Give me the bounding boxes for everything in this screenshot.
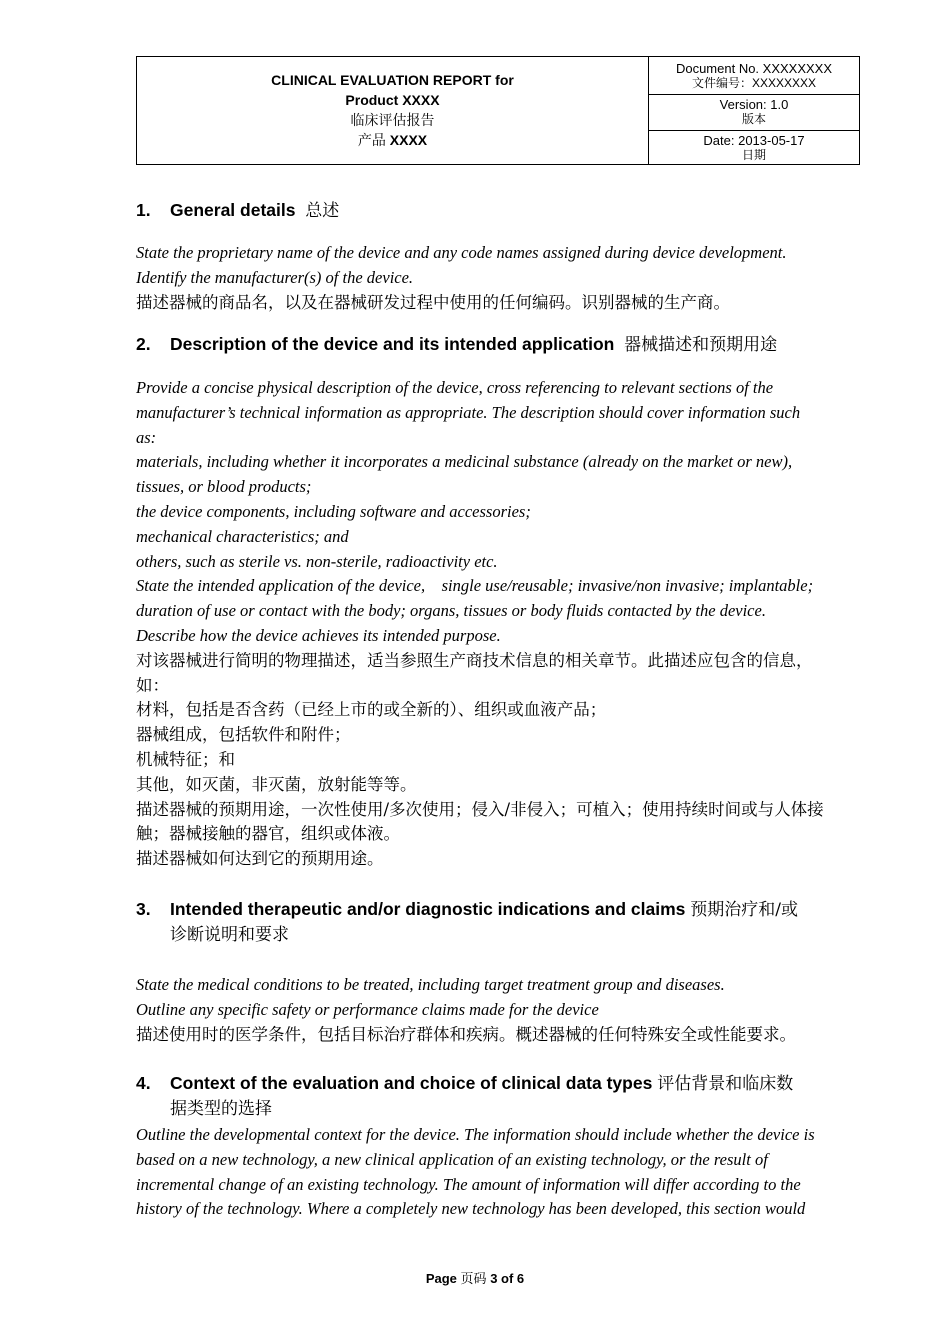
section-2-body xyxy=(136,376,896,872)
section-title-zh-line2: 据类型的选择 xyxy=(170,1099,272,1119)
date-cell xyxy=(649,131,859,164)
page-number: 3 of 6 xyxy=(490,1271,525,1286)
date-label: Date: 2013-05-17 xyxy=(703,133,805,148)
section-3-heading xyxy=(136,897,876,947)
section-title-zh-line1: 评估背景和临床数 xyxy=(657,1074,794,1094)
body-line-zh: 材料，包括是否含药（已经上市的或全新的）、组织或血液产品； xyxy=(136,700,607,720)
version-label: Version: 1.0 xyxy=(719,97,789,112)
body-line: Outline the developmental context for the device. The information should include whether the device is xyxy=(136,1125,815,1144)
section-2-heading xyxy=(136,332,876,357)
report-title-en-line1: CLINICAL EVALUATION REPORT for xyxy=(271,72,514,88)
document-meta-cell xyxy=(649,57,859,164)
body-line: based on a new technology, a new clinical application of an existing technology, or the result of xyxy=(136,1149,768,1169)
section-3-body xyxy=(136,973,896,1047)
body-line: the device components, including software and accessories; xyxy=(136,501,531,521)
section-title-en: General details xyxy=(170,200,296,220)
report-title-zh: 临床评估报告 xyxy=(350,112,435,128)
body-line: manufacturer’s technical information as appropriate. The description should cover information such xyxy=(136,402,801,422)
body-line: duration of use or contact with the body; organs, tissues or body fluids contacted by the device. xyxy=(136,601,766,621)
section-title-en: Description of the device and its intended application xyxy=(170,334,615,354)
section-number: 3. xyxy=(136,899,151,919)
body-line: State the medical conditions to be treated, including target treatment group and diseases. xyxy=(136,975,725,994)
report-title-en-line2: Product XXXX xyxy=(345,92,440,108)
page-label-zh: 页码 xyxy=(460,1271,487,1286)
report-title-cell xyxy=(137,57,649,164)
section-title-en: Intended therapeutic and/or diagnostic indications and claims xyxy=(170,899,686,919)
body-line-zh: 描述器械的商品名，以及在器械研发过程中使用的任何编码。识别器械的生产商。 xyxy=(136,292,730,312)
page-footer xyxy=(0,1268,950,1287)
section-1-heading xyxy=(136,198,876,223)
section-4-heading xyxy=(136,1071,876,1121)
product-zh-prefix: 产品 xyxy=(357,132,386,148)
body-line-zh: 触；器械接触的器官，组织或体液。 xyxy=(136,824,400,844)
body-line-zh: 器械组成，包括软件和附件； xyxy=(136,725,351,745)
body-line: history of the technology. Where a completely new technology has been developed, this section would xyxy=(136,1199,806,1219)
body-line: Identify the manufacturer(s) of the device. xyxy=(136,267,414,287)
body-line-zh: 机械特征；和 xyxy=(136,749,235,769)
document-number-cell xyxy=(649,57,859,95)
section-title-zh: 器械描述和预期用途 xyxy=(624,335,778,355)
version-cell xyxy=(649,95,859,131)
product-line xyxy=(137,130,648,150)
page-label: Page xyxy=(425,1271,457,1286)
body-line: tissues, or blood products; xyxy=(136,477,312,497)
body-line: materials, including whether it incorporates a medicinal substance (already on the market or new), xyxy=(136,452,793,472)
version-zh: 版本 xyxy=(741,112,766,126)
body-line-zh: 描述器械的预期用途，一次性使用/多次使用；侵入/非侵入；可植入；使用持续时间或与人体接 xyxy=(136,799,824,819)
section-title-zh-line1: 预期治疗和/或 xyxy=(690,900,798,920)
body-line-zh: 如： xyxy=(136,675,169,695)
section-title-zh-line2: 诊断说明和要求 xyxy=(170,925,289,945)
section-number: 2. xyxy=(136,334,151,354)
document-number: Document No. XXXXXXXX xyxy=(675,61,833,76)
body-line: incremental change of an existing technology. The amount of information will differ according to the xyxy=(136,1174,801,1194)
body-line: others, such as sterile vs. non-sterile, radioactivity etc. xyxy=(136,551,498,571)
body-line: Provide a concise physical description of the device, cross referencing to relevant sections of the xyxy=(136,378,774,397)
body-line-zh: 描述使用时的医学条件，包括目标治疗群体和疾病。概述器械的任何特殊安全或性能要求。 xyxy=(136,1024,796,1044)
document-number-zh: 文件编号：XXXXXXXX xyxy=(691,76,817,90)
body-line-zh: 对该器械进行简明的物理描述，适当参照生产商技术信息的相关章节。此描述应包含的信息， xyxy=(136,650,813,670)
section-number: 1. xyxy=(136,200,151,220)
section-title-en: Context of the evaluation and choice of clinical data types xyxy=(170,1073,653,1093)
body-line: Describe how the device achieves its intended purpose. xyxy=(136,625,501,645)
body-line-zh: 其他，如灭菌，非灭菌，放射能等等。 xyxy=(136,774,417,794)
document-header-table xyxy=(136,56,860,165)
body-line: State the proprietary name of the device and any code names assigned during device development. xyxy=(136,243,787,262)
section-title-zh: 总述 xyxy=(305,201,340,221)
section-4-body xyxy=(136,1123,896,1222)
body-line: as: xyxy=(136,427,157,447)
product-code: XXXX xyxy=(389,132,428,148)
section-number: 4. xyxy=(136,1073,151,1093)
section-1-body xyxy=(136,241,896,315)
body-line: State the intended application of the device, single use/reusable; invasive/non invasive; implantable; xyxy=(136,576,814,596)
body-line: mechanical characteristics; and xyxy=(136,526,349,546)
body-line: Outline any specific safety or performance claims made for the device xyxy=(136,999,599,1019)
date-zh: 日期 xyxy=(741,148,766,162)
body-line-zh: 描述器械如何达到它的预期用途。 xyxy=(136,849,384,869)
